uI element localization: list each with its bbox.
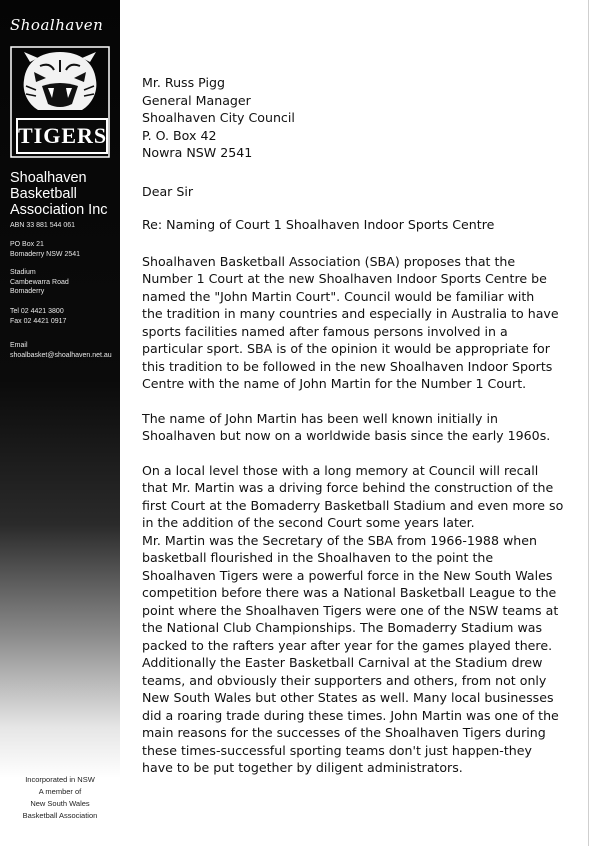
- paragraph-reputation: The name of John Martin has been well known initially in Shoalhaven but now on a worldwide basis since the early 1960s.: [142, 410, 551, 443]
- brand-script: Shoalhaven: [10, 16, 104, 34]
- paragraph-proposal: Shoalhaven Basketball Association (SBA) proposes that the Number 1 Court at the new Shoalhaven Indoor Sports Centre be named the "John Martin Court". Council would be familiar with the tradition in many countries and especially in Australia to have sports facilities named after famous persons involved in a particular sport. SBA is of the opinion it would be appropriate for this tradition to be followed in the new Shoalhaven Indoor Sports Centre with the name of John Martin for the Number 1 Court.: [142, 253, 559, 391]
- postal-address: PO Box 21 Bomaderry NSW 2541: [10, 241, 81, 258]
- logo-wordmark: TIGERS: [16, 118, 108, 154]
- recipient-address: Mr. Russ Pigg General Manager Shoalhaven City Council P. O. Box 42 Nowra NSW 2541: [142, 75, 295, 160]
- email-contact: Email shoalbasket@shoalhaven.net.au: [10, 342, 112, 359]
- tigers-logo: [10, 46, 110, 158]
- membership-footer: Incorporated in NSW A member of New South Wales Basketball Association: [22, 775, 98, 820]
- paragraph-secretary: Mr. Martin was the Secretary of the SBA from 1966-1988 when basketball flourished in the Shoalhaven to the point the Shoalhaven Tigers were a powerful force in the New South Wales competition before there was a National Basketball League to the point where the Shoalhaven Tigers were one of the NSW teams at the National Club Championships. The Bomaderry Stadium was packed to the rafters year after year for the games played there. Additionally the Easter Basketball Carnival at the Stadium drew teams, and obviously their supporters and others, from not only New South Wales but other States as well. Many local businesses did a roaring trade during these times. John Martin was one of the main reasons for the successes of the Shoalhaven Tigers during these times-successful sporting teams don't just happen-they have to be put together by diligent administrators.: [142, 532, 559, 775]
- abn-number: ABN 33 881 544 061: [10, 222, 75, 229]
- subject-line: Re: Naming of Court 1 Shoalhaven Indoor Sports Centre: [142, 217, 495, 232]
- letterhead-sidebar: [0, 0, 120, 846]
- paragraph-local-level: On a local level those with a long memory at Council will recall that Mr. Martin was a driving force behind the construction of the first Court at the Bomaderry Basketball Stadium and even more so in the addition of the second Court some years later.: [142, 462, 564, 530]
- phone-numbers: Tel 02 4421 3800 Fax 02 4421 0917: [10, 308, 67, 325]
- stadium-address: Stadium Cambewarra Road Bomaderry: [10, 269, 69, 295]
- organisation-name: Shoalhaven Basketball Association Inc: [10, 170, 108, 218]
- salutation: Dear Sir: [142, 183, 194, 199]
- letter-body: [142, 74, 592, 794]
